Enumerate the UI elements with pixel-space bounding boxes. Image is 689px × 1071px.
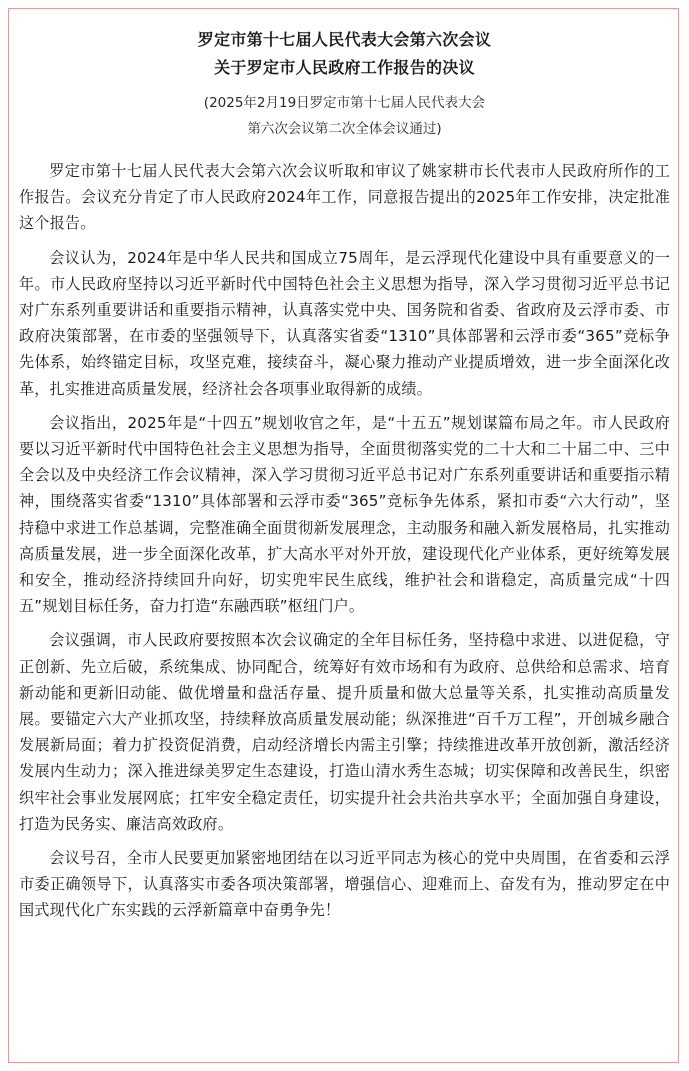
paragraph-1: 罗定市第十七届人民代表大会第六次会议听取和审议了姚家耕市长代表市人民政府所作的工作报告。会议充分肯定了市人民政府2024年工作，同意报告提出的2025年工作安排，决定批准这个报告。 <box>19 162 670 233</box>
document-title <box>0 26 689 82</box>
paragraph-5: 会议号召，全市人民要更加紧密地团结在以习近平同志为核心的党中央周围，在省委和云浮市委正确领导下，认真落实市委各项决策部署，增强信心、迎难而上、奋发有为，推动罗定在中国式现代化广东实践的云浮新篇章中奋勇争先！ <box>19 849 670 920</box>
subtitle-line-2: 第六次会议第二次全体会议通过) <box>247 121 442 137</box>
title-line-2: 关于罗定市人民政府工作报告的决议 <box>214 58 475 77</box>
document-subtitle <box>0 90 689 142</box>
document-header <box>0 26 689 142</box>
paragraph-2: 会议认为，2024年是中华人民共和国成立75周年，是云浮现代化建设中具有重要意义的一年。市人民政府坚持以习近平新时代中国特色社会主义思想为指导，深入学习贯彻习近平总书记对广东系列重要讲话和重要指示精神，认真落实党中央、国务院和省委、省政府及云浮市委、市政府决策部署，在市委的坚强领导下，认真落实省委“1310”具体部署和云浮市委“365”竞标争先体系，始终锚定目标，攻坚克难，接续奋斗，凝心聚力推动产业提质增效，进一步全面深化改革，扎实推进高质量发展，经济社会各项事业取得新的成绩。 <box>19 248 670 398</box>
document-body <box>19 158 670 932</box>
paragraph-4: 会议强调，市人民政府要按照本次会议确定的全年目标任务，坚持稳中求进、以进促稳，守正创新、先立后破，系统集成、协同配合，统筹好有效市场和有为政府、总供给和总需求、培育新动能和更新旧动能、做优增量和盘活存量、提升质量和做大总量等关系，扎实推动高质量发展。要锚定六大产业抓攻坚，持续释放高质量发展动能；纵深推进“百千万工程”，开创城乡融合发展新局面；着力扩投资促消费，启动经济增长内需主引擎；持续推进改革开放创新，激活经济发展内生动力；深入推进绿美罗定生态建设，打造山清水秀生态城；切实保障和改善民生，织密织牢社会事业发展网底；扛牢安全稳定责任，切实提升社会共治共享水平；全面加强自身建设，打造为民务实、廉洁高效政府。 <box>19 631 670 833</box>
paragraph-3: 会议指出，2025年是“十四五”规划收官之年，是“十五五”规划谋篇布局之年。市人民政府要以习近平新时代中国特色社会主义思想为指导，全面贯彻落实党的二十大和二十届二中、三中全会以及中央经济工作会议精神，深入学习贯彻习近平总书记对广东系列重要讲话和重要指示精神，围绕落实省委“1310”具体部署和云浮市委“365”竞标争先体系，紧扣市委“六大行动”，坚持稳中求进工作总基调，完整准确全面贯彻新发展理念，主动服务和融入新发展格局，扎实推动高质量发展，进一步全面深化改革，扩大高水平对外开放，建设现代化产业体系，更好统筹发展和安全，推动经济持续回升向好，切实兜牢民生底线，维护社会和谐稳定，高质量完成“十四五”规划目标任务，奋力打造“东融西联”枢纽门户。 <box>19 413 670 616</box>
title-line-1: 罗定市第十七届人民代表大会第六次会议 <box>197 30 492 49</box>
subtitle-line-1: (2025年2月19日罗定市第十七届人民代表大会 <box>203 95 486 111</box>
